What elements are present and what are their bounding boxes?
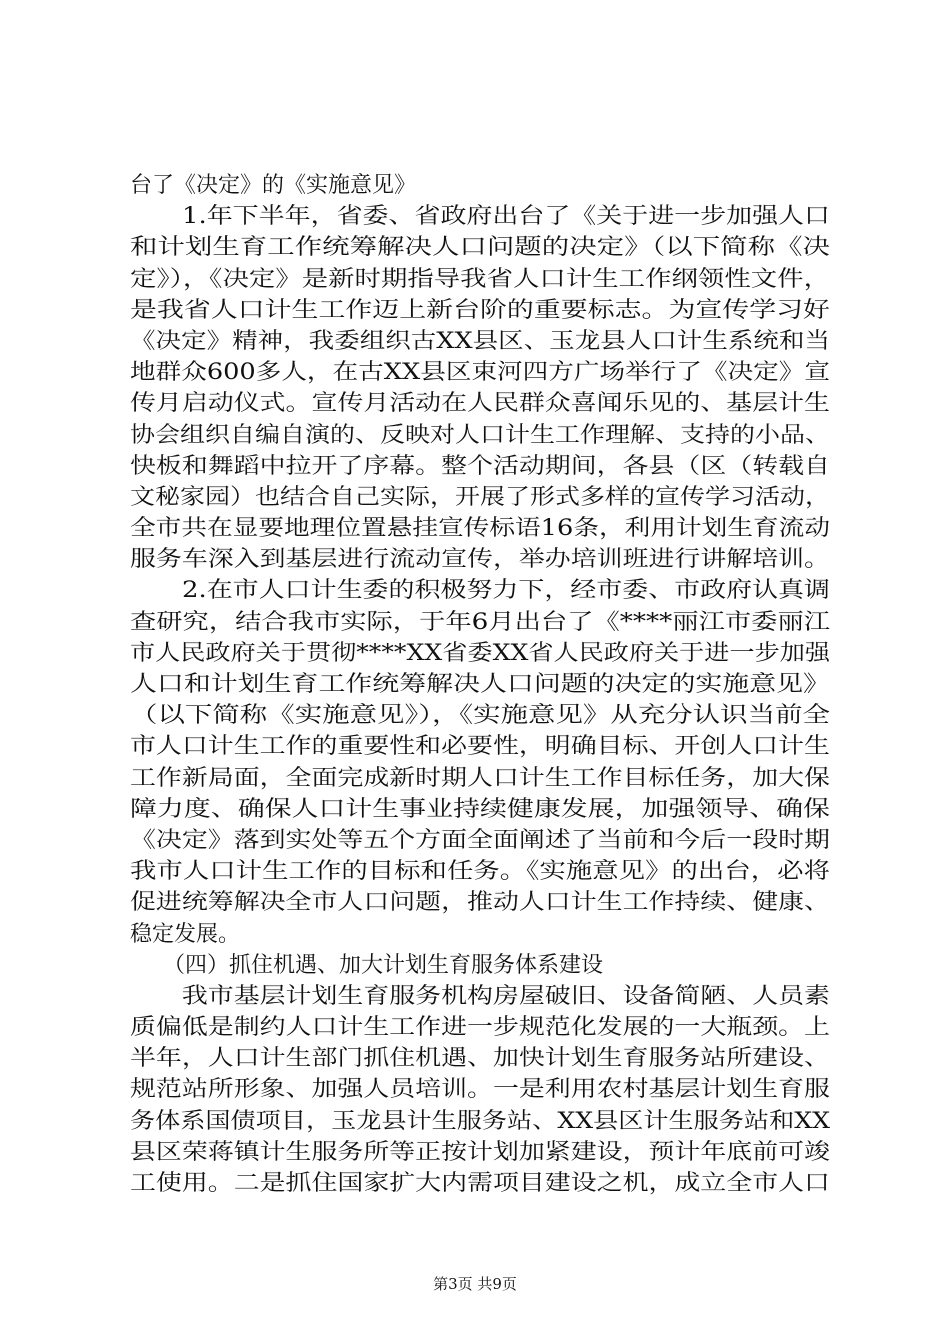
text-line: 市人口计生工作的重要性和必要性，明确目标、开创人口计生 (130, 734, 830, 760)
text-line: 1.年下半年，省委、省政府出台了《关于进一步加强人口 (130, 204, 830, 230)
text-line: 是我省人口计生工作迈上新台阶的重要标志。为宣传学习好 (130, 297, 830, 323)
document-body (130, 170, 830, 1199)
text-line: 半年，人口计生部门抓住机遇、加快计划生育服务站所建设、 (130, 1046, 830, 1072)
text-line: 台了《决定》的《实施意见》 (130, 173, 417, 198)
text-line: 定》），《决定》是新时期指导我省人口计生工作纲领性文件， (130, 266, 830, 292)
text-line: （以下简称《实施意见》），《实施意见》从充分认识当前全 (130, 703, 830, 729)
text-line: 2.在市人口计生委的积极努力下，经市委、市政府认真调 (130, 578, 830, 604)
text-line: 工作新局面，全面完成新时期人口计生工作目标任务，加大保 (130, 765, 830, 791)
text-line: 《决定》精神，我委组织古XX县区、玉龙县人口计生系统和当 (130, 328, 830, 354)
text-line: 快板和舞蹈中拉开了序幕。整个活动期间，各县（区（转载自 (130, 453, 830, 479)
text-line: 促进统筹解决全市人口问题，推动人口计生工作持续、健康、 (130, 890, 830, 916)
text-line: （四）抓住机遇、加大计划生育服务体系建设 (130, 952, 604, 978)
text-line: 传月启动仪式。宣传月活动在人民群众喜闻乐见的、基层计生 (130, 391, 830, 417)
text-line: 障力度、确保人口计生事业持续健康发展，加强领导、确保 (130, 796, 830, 822)
text-line: 全市共在显要地理位置悬挂宣传标语16条，利用计划生育流动 (130, 516, 830, 542)
page-footer: 第3页 共9页 (433, 1275, 517, 1293)
text-line: 服务车深入到基层进行流动宣传，举办培训班进行讲解培训。 (130, 547, 830, 573)
text-line: 规范站所形象、加强人员培训。一是利用农村基层计划生育服 (130, 1077, 830, 1103)
text-line: 地群众600多人，在古XX县区束河四方广场举行了《决定》宣 (130, 360, 830, 386)
text-line: 我市基层计划生育服务机构房屋破旧、设备简陋、人员素 (130, 983, 830, 1009)
text-line: 市人民政府关于贯彻****XX省委XX省人民政府关于进一步加强 (130, 640, 831, 666)
text-line: 和计划生育工作统筹解决人口问题的决定》（以下简称《决 (130, 235, 830, 261)
text-line: 县区荣蒋镇计生服务所等正按计划加紧建设，预计年底前可竣 (130, 1139, 830, 1165)
text-line: 协会组织自编自演的、反映对人口计生工作理解、支持的小品、 (130, 422, 830, 448)
text-line: 稳定发展。 (130, 921, 241, 947)
text-line: 务体系国债项目，玉龙县计生服务站、XX县区计生服务站和XX (130, 1108, 831, 1134)
text-line: 文秘家园）也结合自己实际，开展了形式多样的宣传学习活动， (130, 484, 830, 510)
text-line: 人口和计划生育工作统筹解决人口问题的决定的实施意见》 (130, 672, 830, 697)
text-line: 查研究，结合我市实际，于年6月出台了《****丽江市委丽江 (130, 609, 831, 635)
text-line: 质偏低是制约人口计生工作进一步规范化发展的一大瓶颈。上 (130, 1015, 830, 1041)
text-line: 工使用。二是抓住国家扩大内需项目建设之机，成立全市人口 (130, 1171, 830, 1196)
text-line: 《决定》落到实处等五个方面全面阐述了当前和今后一段时期 (130, 827, 830, 853)
text-line: 我市人口计生工作的目标和任务。《实施意见》的出台，必将 (130, 859, 830, 885)
